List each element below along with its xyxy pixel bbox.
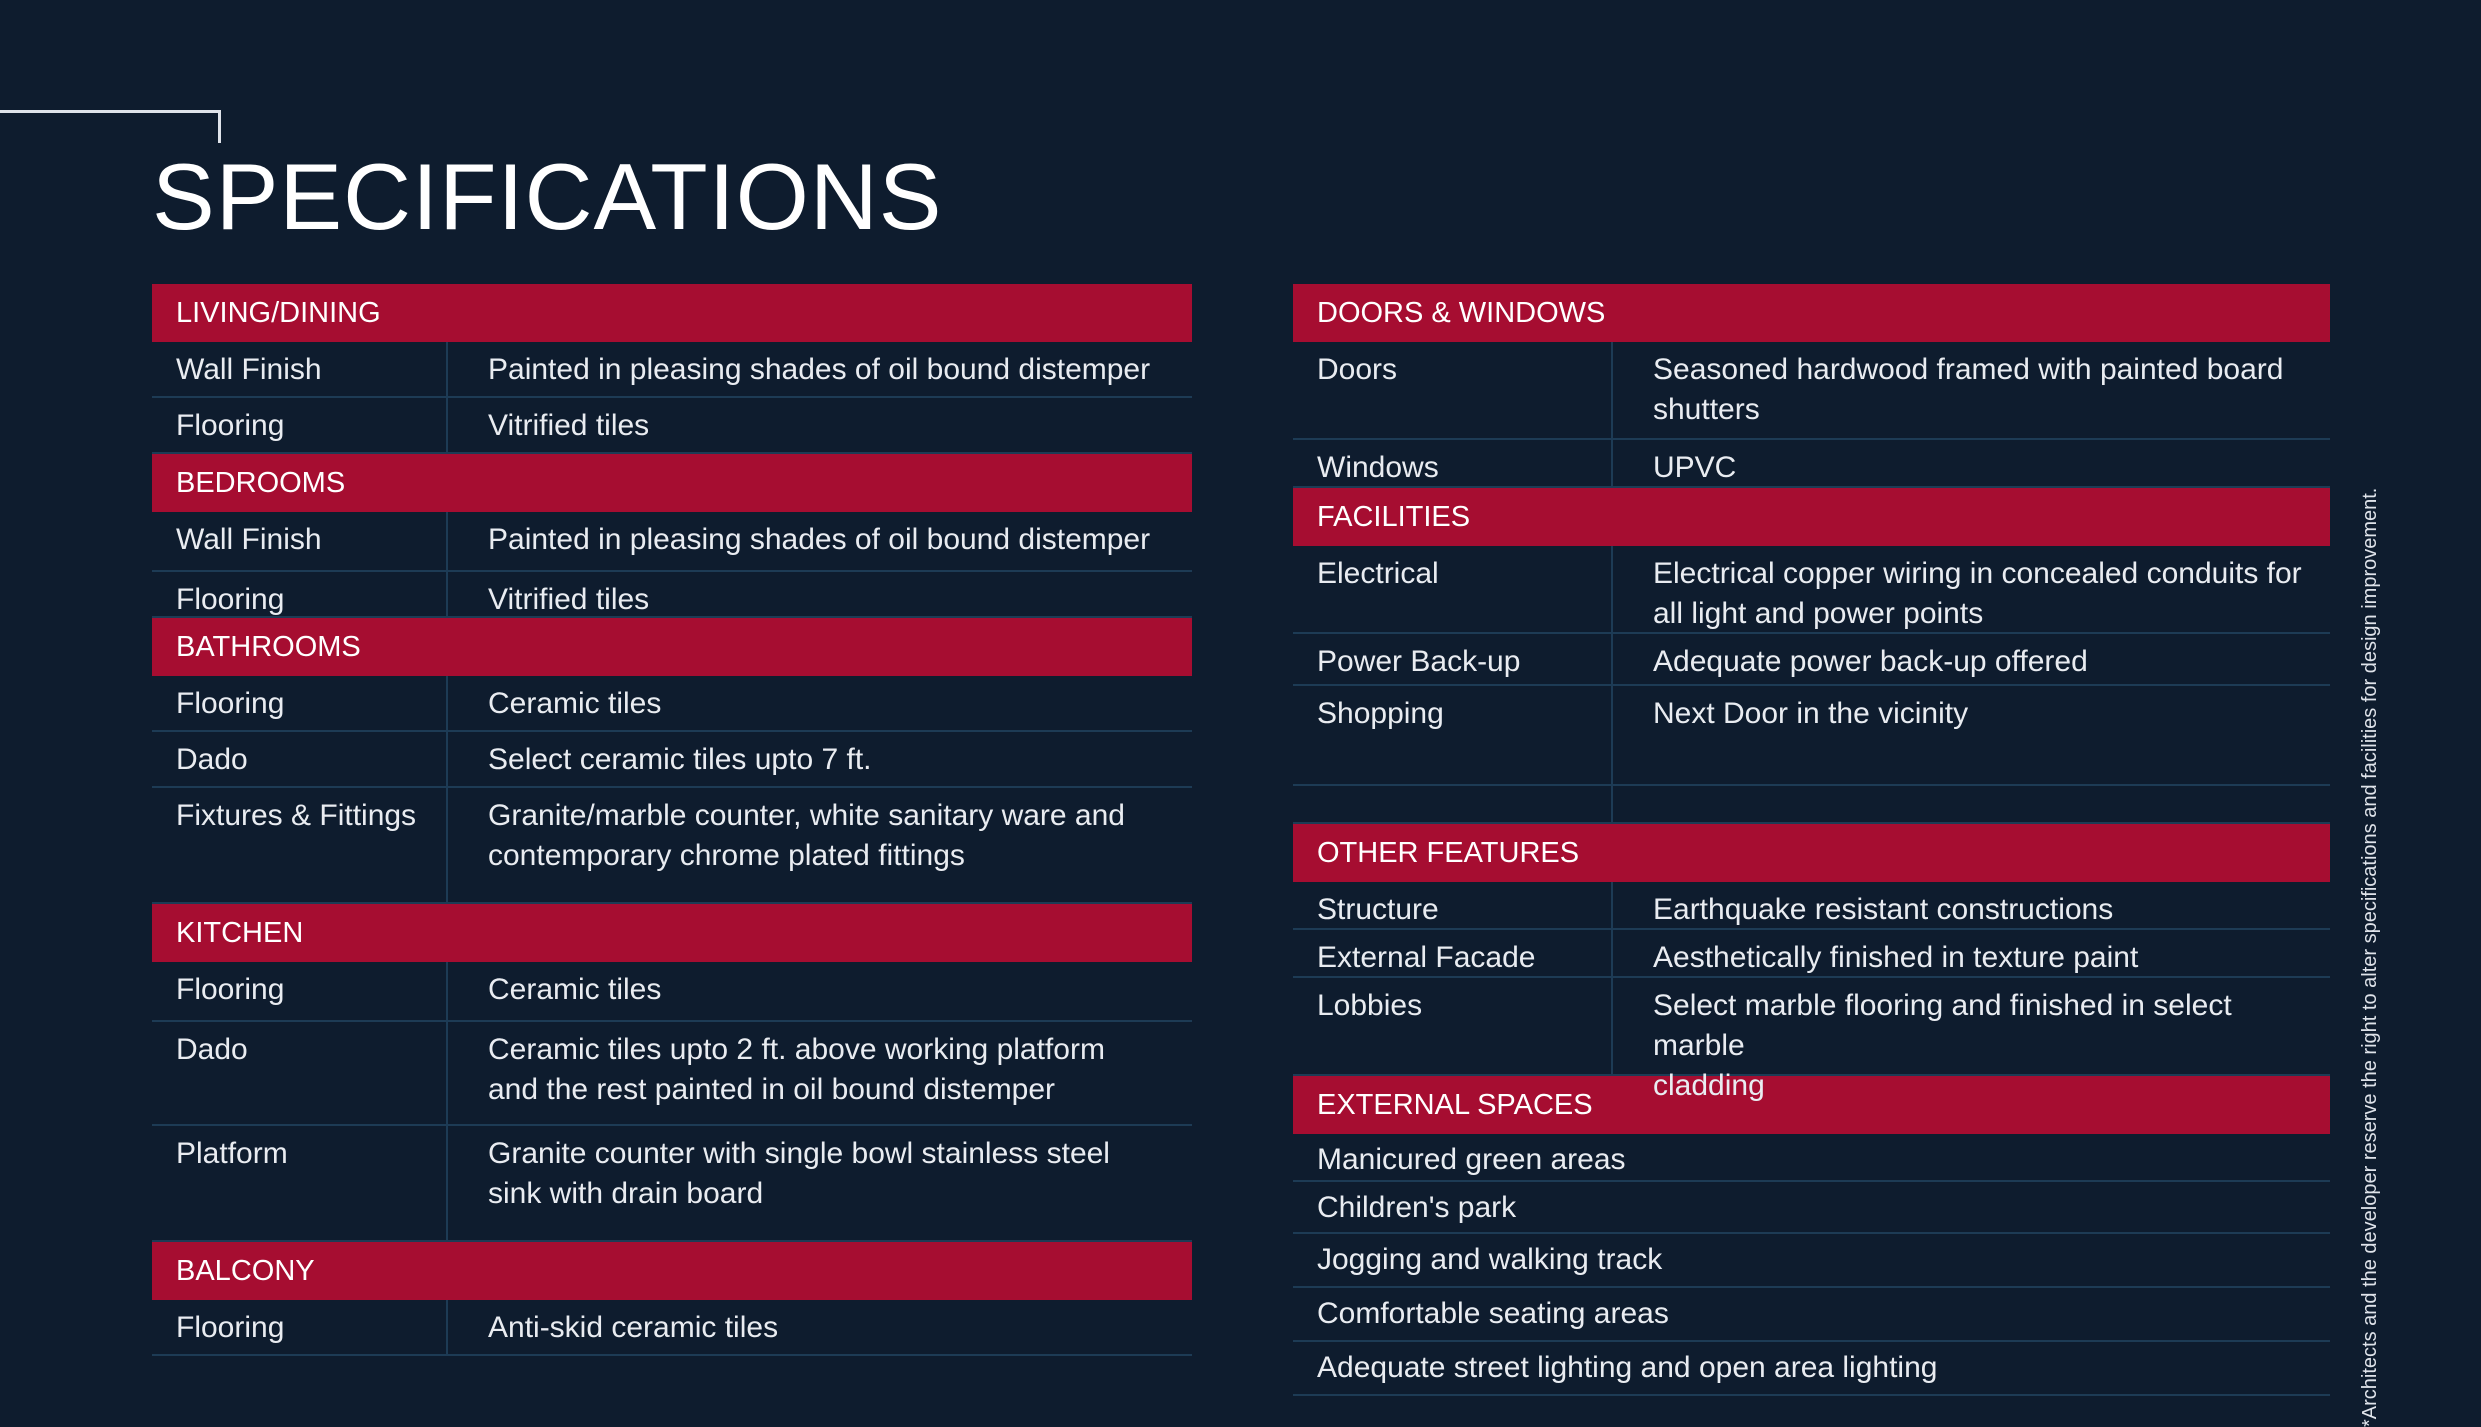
spec-value: UPVC xyxy=(1653,451,1737,484)
spec-row xyxy=(1293,882,2330,930)
amenity-item xyxy=(1293,1342,2330,1396)
spec-row xyxy=(152,398,1192,454)
spec-value: Painted in pleasing shades of oil bound distemper xyxy=(488,353,1151,386)
spec-label: Flooring xyxy=(152,676,448,730)
amenity-label: Children's park xyxy=(1317,1191,1517,1224)
spec-value: Ceramic tiles xyxy=(488,687,662,720)
section-header-facilities: FACILITIES xyxy=(1293,488,2330,546)
spec-value: Vitrified tiles xyxy=(488,409,650,442)
section-header-other-features: OTHER FEATURES xyxy=(1293,824,2330,882)
spec-row xyxy=(1293,634,2330,686)
section-header-balcony: BALCONY xyxy=(152,1242,1192,1300)
spec-row xyxy=(152,512,1192,572)
spec-row xyxy=(1293,686,2330,786)
page-title: SPECIFICATIONS xyxy=(152,144,943,249)
spec-row xyxy=(152,732,1192,788)
spec-row xyxy=(152,962,1192,1022)
spec-label: Wall Finish xyxy=(152,342,448,396)
spec-label: Dado xyxy=(152,732,448,786)
spec-row xyxy=(1293,342,2330,440)
amenity-label: Adequate street lighting and open area lighting xyxy=(1317,1351,1938,1384)
spec-row xyxy=(152,572,1192,618)
section-header-external-spaces: EXTERNAL SPACES xyxy=(1293,1076,2330,1134)
spec-value: Select ceramic tiles upto 7 ft. xyxy=(488,743,872,776)
section-header-doors-windows: DOORS & WINDOWS xyxy=(1293,284,2330,342)
spec-label: Dado xyxy=(152,1022,448,1124)
spec-label: Flooring xyxy=(152,398,448,452)
spec-label: External Facade xyxy=(1293,930,1613,976)
spec-value: Ceramic tiles upto 2 ft. above working platform and the rest painted in oil bound distemper xyxy=(488,1033,1105,1106)
spec-label: Flooring xyxy=(152,1300,448,1354)
spec-label: Doors xyxy=(1293,342,1613,438)
amenity-label: Manicured green areas xyxy=(1317,1143,1626,1176)
spec-row xyxy=(1293,546,2330,634)
spec-label: Shopping xyxy=(1293,686,1613,784)
spec-label: Platform xyxy=(152,1126,448,1240)
disclaimer-note: *Architects and the developer reserve the right to alter specifications and facilities for design improvement. xyxy=(2359,487,2381,1427)
amenity-item xyxy=(1293,1134,2330,1182)
spec-value: Granite/marble counter, white sanitary ware and contemporary chrome plated fittings xyxy=(488,799,1125,872)
spec-row xyxy=(1293,440,2330,488)
amenity-label: Comfortable seating areas xyxy=(1317,1297,1669,1330)
spec-value: Electrical copper wiring in concealed conduits for all light and power points xyxy=(1653,557,2302,630)
spec-value: Next Door in the vicinity xyxy=(1653,697,1969,730)
spec-label: Wall Finish xyxy=(152,512,448,570)
spec-row xyxy=(152,676,1192,732)
amenity-item xyxy=(1293,1182,2330,1234)
right-column xyxy=(1293,284,2330,1396)
spec-row xyxy=(1293,930,2330,978)
spec-label: Flooring xyxy=(152,962,448,1020)
corner-bracket-tick xyxy=(218,110,221,143)
spec-row xyxy=(152,342,1192,398)
spec-row xyxy=(1293,978,2330,1102)
spec-value: Adequate power back-up offered xyxy=(1653,645,2088,678)
corner-bracket xyxy=(0,110,221,113)
spec-row xyxy=(152,1126,1192,1242)
spec-value: Ceramic tiles xyxy=(488,973,662,1006)
amenity-item xyxy=(1293,1288,2330,1342)
spec-label: Electrical xyxy=(1293,546,1613,632)
section-header-kitchen: KITCHEN xyxy=(152,904,1192,962)
spec-label: Fixtures & Fittings xyxy=(152,788,448,902)
spec-row xyxy=(152,788,1192,904)
spec-value: Select marble flooring and finished in select marble cladding xyxy=(1653,989,2232,1102)
section-header-bedrooms: BEDROOMS xyxy=(152,454,1192,512)
section-header-living-dining: LIVING/DINING xyxy=(152,284,1192,342)
spec-value: Granite counter with single bowl stainless steel sink with drain board xyxy=(488,1137,1110,1210)
empty-cell xyxy=(1613,786,2330,822)
amenity-label: Jogging and walking track xyxy=(1317,1243,1663,1276)
amenity-item xyxy=(1293,1234,2330,1288)
spec-row xyxy=(152,1022,1192,1126)
empty-row xyxy=(1293,786,2330,824)
spec-label: Power Back-up xyxy=(1293,634,1613,684)
spec-row xyxy=(152,1300,1192,1356)
spec-value: Earthquake resistant constructions xyxy=(1653,893,2114,926)
spec-value: Anti-skid ceramic tiles xyxy=(488,1311,779,1344)
empty-cell xyxy=(1293,786,1613,822)
spec-label: Flooring xyxy=(152,572,448,616)
spec-value: Seasoned hardwood framed with painted board shutters xyxy=(1653,353,2284,426)
spec-label: Structure xyxy=(1293,882,1613,928)
spec-value: Painted in pleasing shades of oil bound distemper xyxy=(488,523,1151,556)
section-header-bathrooms: BATHROOMS xyxy=(152,618,1192,676)
left-column xyxy=(152,284,1192,1356)
spec-value: Vitrified tiles xyxy=(488,583,650,616)
spec-label: Lobbies xyxy=(1293,978,1613,1074)
spec-value: Aesthetically finished in texture paint xyxy=(1653,941,2139,974)
spec-label: Windows xyxy=(1293,440,1613,486)
